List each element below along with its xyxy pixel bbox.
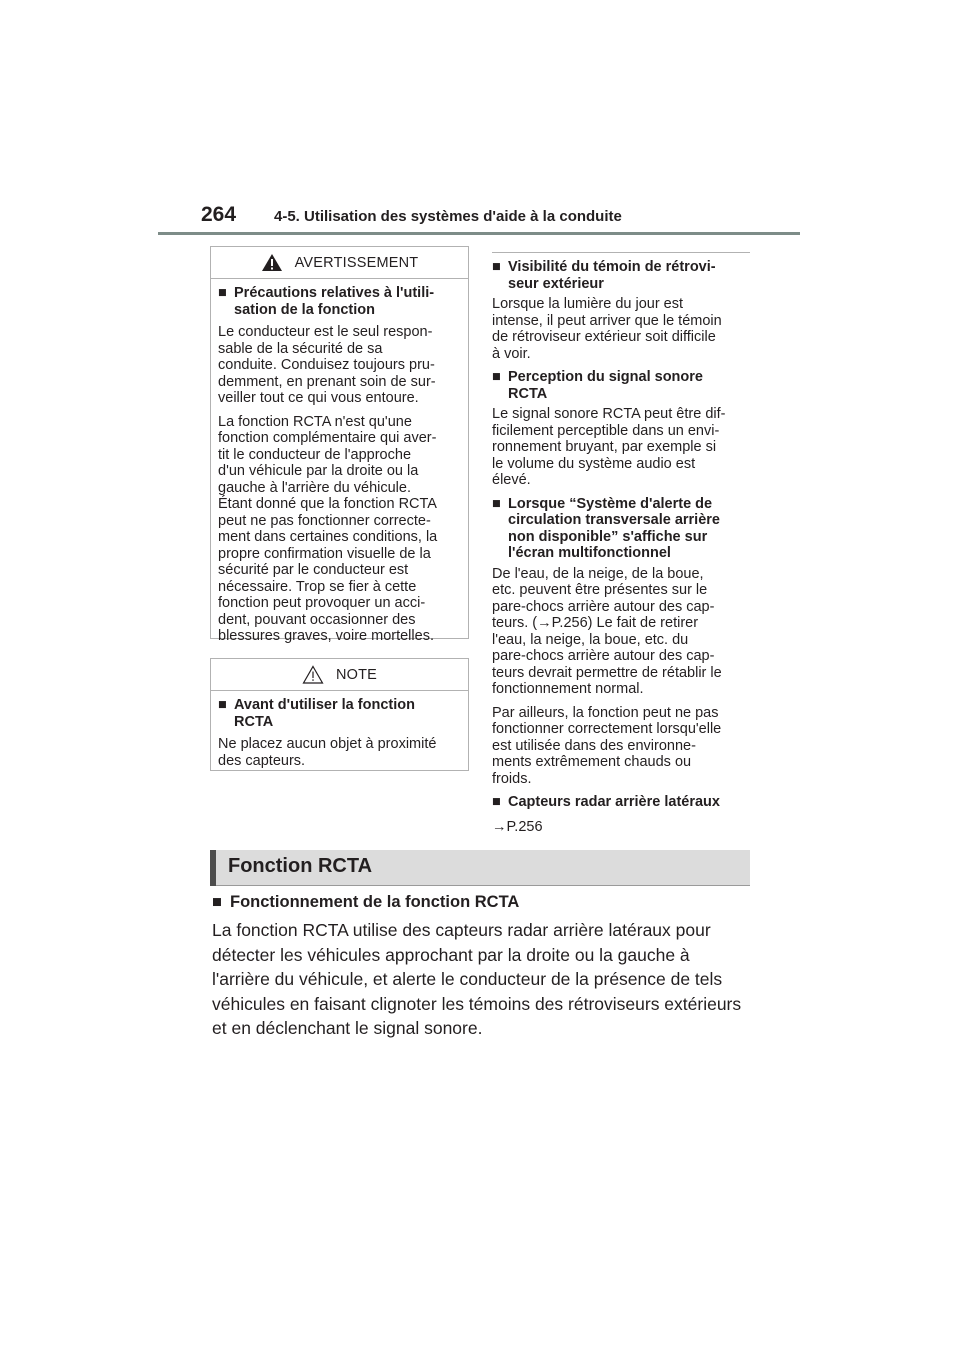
warning-header	[211, 247, 468, 279]
visibility-heading-text: Visibilité du témoin de rétrovi- seur extérieur	[508, 259, 716, 292]
page-number: 264	[201, 203, 237, 226]
unavailable-heading-text: Lorsque “Système d'alerte de circulation transversale arrière non disponible” s'affiche sur l'écran multifonctionnel	[508, 495, 720, 561]
sensors-heading	[492, 794, 758, 811]
bullet-square-icon: ■	[218, 285, 227, 301]
note-heading	[218, 697, 461, 730]
banner-title: Fonction RCTA	[228, 855, 373, 877]
sensors-heading-text: Capteurs radar arrière latéraux	[508, 794, 720, 810]
warning-paragraph-1: Le conducteur est le seul respon- sable de la sécurité de sa conduite. Conduisez toujours pru- demment, en prenant soin de sur- veiller tout ce qui vous entoure.	[218, 324, 436, 406]
visibility-text: Lorsque la lumière du jour est intense, il peut arriver que le témoin de rétroviseur extérieur soit difficile à voir.	[492, 296, 722, 362]
unavailable-heading	[492, 496, 758, 562]
note-heading-text: Avant d'utiliser la fonction RCTA	[234, 697, 415, 730]
bullet-square-icon: ■	[492, 495, 501, 512]
unavailable-text-1: De l'eau, de la neige, de la boue, etc. peuvent être présentes sur le pare-chocs arrière autour des cap- teurs. (→P.256) Le fait de retirer l'eau, la neige, la boue, etc. du pare-chocs arrière autour des cap- teurs devrait permettre de rétablir le fonctionnement normal.	[492, 565, 722, 697]
sound-heading	[492, 369, 758, 402]
bullet-square-icon: ■	[218, 697, 227, 713]
warning-title: AVERTISSEMENT	[294, 254, 419, 271]
sound-heading-text: Perception du signal sonore RCTA	[508, 369, 703, 402]
bullet-square-icon: ■	[212, 893, 222, 911]
bullet-square-icon: ■	[492, 794, 501, 810]
main-heading-text: Fonctionnement de la fonction RCTA	[230, 893, 520, 911]
section-banner	[210, 850, 750, 886]
sound-text: Le signal sonore RCTA peut être dif- ficilement perceptible dans un envi- ronnement bruyant, par exemple si le volume du système audio est élevé.	[492, 406, 726, 488]
header-rule	[158, 232, 800, 235]
sensors-reference-link[interactable]: →P.256	[492, 818, 543, 835]
main-paragraph: La fonction RCTA utilise des capteurs radar arrière latéraux pour détecter les véhicules approchant par la droite ou la gauche à l'arrière du véhicule, et alerte le conducteur de la présence de tels véhicules en faisant clignoter les témoins des rétroviseurs extérieurs et en déclenchant le signal sonore.	[212, 920, 742, 1038]
main-heading	[212, 893, 519, 912]
warning-box	[210, 246, 469, 644]
warning-heading	[218, 285, 461, 318]
right-column-rule	[492, 252, 750, 253]
warning-triangle-icon	[261, 253, 283, 272]
banner-accent-bar	[210, 850, 216, 886]
note-paragraph: Ne placez aucun objet à proximité des capteurs.	[218, 736, 437, 769]
caution-triangle-icon	[302, 665, 324, 684]
note-title: NOTE	[335, 666, 378, 683]
note-header	[211, 659, 468, 691]
unavailable-text-2: Par ailleurs, la fonction peut ne pas fonctionner correctement lorsqu'elle est utilisée dans des environne- ments extrêmement chauds ou froids.	[492, 704, 722, 787]
right-column	[492, 252, 758, 842]
warning-paragraph-2: La fonction RCTA n'est qu'une fonction complémentaire qui aver- tit le conducteur de l'approche d'un véhicule par la droite ou la gauche à l'arrière du véhicule. Étant donné que la fonction RCTA peut ne pas fonctionner correcte- ment dans certaines conditions, la propre confirmation visuelle de la sécurité par le conducteur est nécessaire. Trop se fier à cette fonction peut provoquer un acci- dent, pouvant occasionner des blessures graves, voire mortelles.	[218, 413, 438, 644]
bullet-square-icon: ■	[492, 369, 501, 385]
section-title: 4-5. Utilisation des systèmes d'aide à la conduite	[274, 208, 622, 225]
bullet-square-icon: ■	[492, 259, 501, 275]
warning-heading-text: Précautions relatives à l'utili- sation de la fonction	[234, 285, 435, 318]
note-box	[210, 658, 469, 771]
visibility-heading	[492, 259, 758, 292]
